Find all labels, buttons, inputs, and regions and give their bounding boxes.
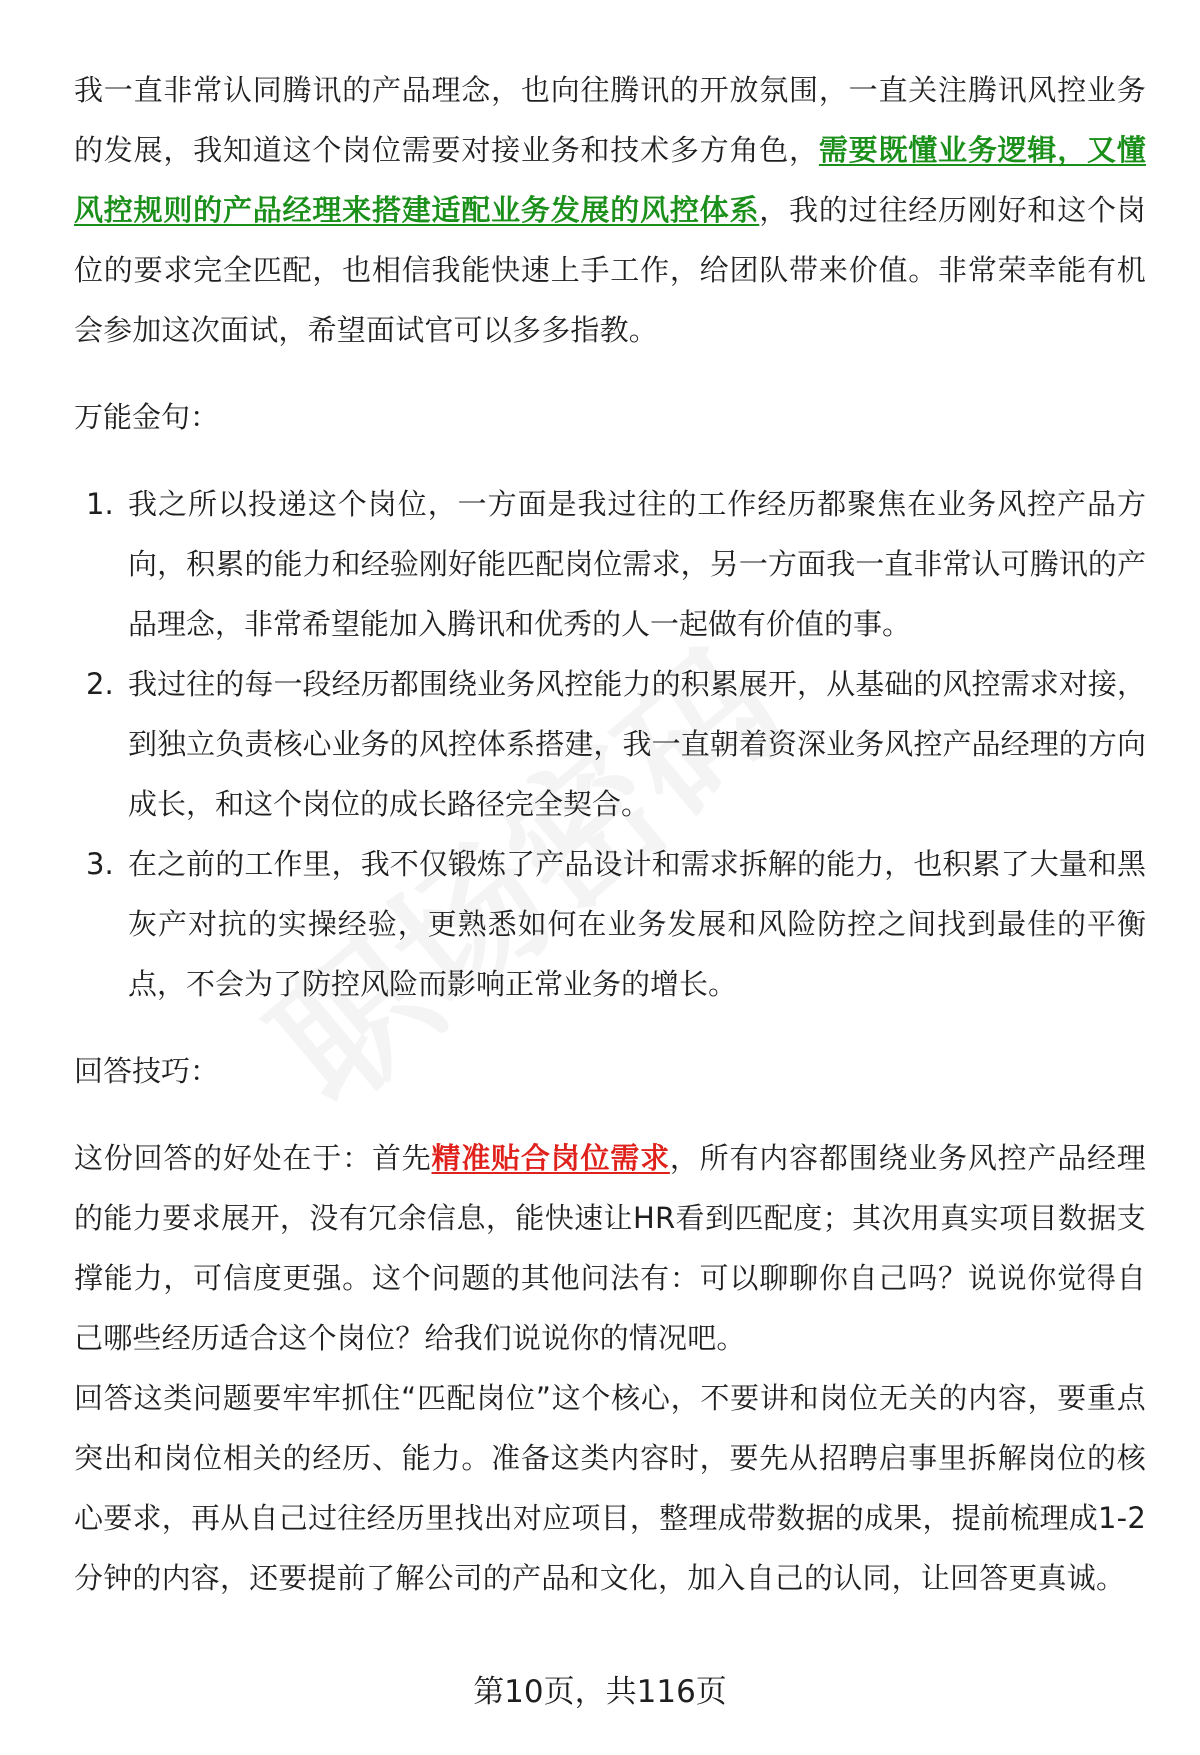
tips-heading: 回答技巧： bbox=[74, 1054, 220, 1088]
intro-text-before: 我一直非常认同腾讯的产品理念，也向往腾讯的开放氛围，一直关注腾讯风控业务的发展，我知道这个岗位需要对接业务和技术多方角色， bbox=[74, 73, 1146, 167]
golden-heading: 万能金句： bbox=[74, 400, 220, 434]
tips-paragraph-1 bbox=[74, 1128, 1146, 1368]
intro-paragraph bbox=[74, 60, 1146, 360]
intro-highlight: 需要既懂业务逻辑，又懂风控规则的产品经理来搭建适配业务发展的风控体系 bbox=[74, 133, 1146, 227]
list-item-text: 在之前的工作里，我不仅锻炼了产品设计和需求拆解的能力，也积累了大量和黑灰产对抗的实操经验，更熟悉如何在业务发展和风险防控之间找到最佳的平衡点，不会为了防控风险而影响正常业务的增长。 bbox=[128, 847, 1146, 1001]
intro-text-after: ，我的过往经历刚好和这个岗位的要求完全匹配，也相信我能快速上手工作，给团队带来价值。非常荣幸能有机会参加这次面试，希望面试官可以多多指教。 bbox=[74, 193, 1146, 347]
tips-paragraph-2: 回答这类问题要牢牢抓住“匹配岗位”这个核心，不要讲和岗位无关的内容，要重点突出和岗位相关的经历、能力。准备这类内容时，要先从招聘启事里拆解岗位的核心要求，再从自己过往经历里找出对应项目，整理成带数据的成果，提前梳理成1-2分钟的内容，还要提前了解公司的产品和文化，加入自己的认同，让回答更真诚。 bbox=[74, 1381, 1146, 1595]
page-number: 第10页，共116页 bbox=[473, 1674, 727, 1710]
list-item-number: 3. bbox=[86, 847, 114, 881]
tips-p1-after: ，所有内容都围绕业务风控产品经理的能力要求展开，没有冗余信息，能快速让HR看到匹配度；其次用真实项目数据支撑能力，可信度更强。这个问题的其他问法有：可以聊聊你自己吗？说说你觉得自己哪些经历适合这个岗位？给我们说说你的情况吧。 bbox=[74, 1141, 1146, 1355]
list-item-text: 我过往的每一段经历都围绕业务风控能力的积累展开，从基础的风控需求对接，到独立负责核心业务的风控体系搭建，我一直朝着资深业务风控产品经理的方向成长，和这个岗位的成长路径完全契合。 bbox=[128, 667, 1146, 821]
list-item-number: 1. bbox=[86, 487, 114, 521]
list-item bbox=[74, 834, 1146, 1014]
golden-list bbox=[74, 474, 1146, 1014]
list-item-text: 我之所以投递这个岗位，一方面是我过往的工作经历都聚焦在业务风控产品方向，积累的能力和经验刚好能匹配岗位需求，另一方面我一直非常认可腾讯的产品理念，非常希望能加入腾讯和优秀的人一起做有价值的事。 bbox=[128, 487, 1146, 641]
list-item bbox=[74, 474, 1146, 654]
list-item-number: 2. bbox=[86, 667, 114, 701]
document-page bbox=[74, 60, 1146, 1608]
list-item bbox=[74, 654, 1146, 834]
tips-p1-before: 这份回答的好处在于：首先 bbox=[74, 1141, 432, 1175]
tips-p1-highlight: 精准贴合岗位需求 bbox=[431, 1141, 670, 1175]
